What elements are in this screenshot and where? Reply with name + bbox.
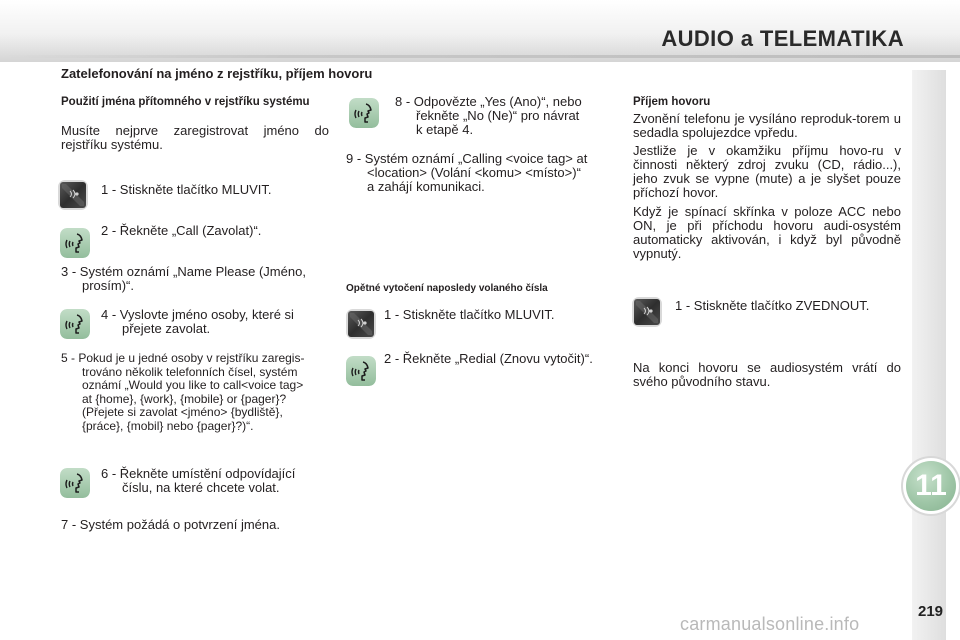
voice-command-icon	[349, 98, 379, 128]
voice-command-icon	[346, 356, 376, 386]
right-paragraph-2: Jestliže je v okamžiku příjmu hovo-ru v činnosti některý zdroj zvuku (CD, rádio...), jeho zvuk se vypne (mute) a je slyšet pouze příchozí hovor.	[633, 143, 901, 200]
step-text-cont: přejete zavolat.	[122, 321, 211, 336]
step-text: Stiskněte tlačítko MLUVIT.	[119, 182, 272, 197]
step-text: Stiskněte tlačítko ZVEDNOUT.	[693, 298, 870, 313]
step-text: Stiskněte tlačítko MLUVIT.	[402, 307, 555, 322]
right-paragraph-1: Zvonění telefonu je vysíláno reproduk-torem u sedadla spolujezdce vpředu.	[633, 111, 901, 140]
step-number: 7 -	[61, 517, 77, 532]
redial-subhead: Opětné vytočení naposledy volaného čísla	[346, 283, 548, 294]
step-text-cont: k etapě 4.	[416, 122, 474, 137]
step-number: 2 -	[384, 351, 400, 366]
step-number: 1 -	[384, 307, 400, 322]
pickup-button-icon	[632, 297, 662, 327]
step-text-cont: číslu, na které chcete volat.	[122, 480, 280, 495]
voice-command-icon	[60, 309, 90, 339]
right-closing: Na konci hovoru se audiosystém vrátí do svého původního stavu.	[633, 360, 901, 389]
step-text-cont: trováno několik telefonních čísel, systém	[82, 364, 298, 379]
step-text-cont: {práce}, {mobil} nebo {pager}?)“.	[82, 418, 254, 433]
step-number: 1 -	[101, 182, 117, 197]
step-text: Řekněte „Redial (Znovu vytočit)“.	[402, 351, 593, 366]
step-number: 1 -	[675, 298, 691, 313]
step-number: 9 -	[346, 151, 362, 166]
step-text-cont: (Přejete si zavolat <jméno> {bydliště},	[82, 405, 283, 419]
step-number: 8 -	[395, 94, 411, 109]
page-number: 219	[918, 603, 944, 620]
step-text-cont: at {home}, {work}, {mobile} or {pager}?	[82, 391, 287, 406]
left-subhead: Použití jména přítomného v rejstříku systému	[61, 96, 310, 108]
talk-button-icon	[58, 180, 88, 210]
left-step-5	[61, 352, 331, 433]
left-step-1	[101, 183, 331, 197]
redial-step-1	[384, 308, 618, 322]
step-text: Řekněte „Call (Zavolat)“.	[119, 223, 262, 238]
left-step-2	[101, 224, 331, 238]
step-number: 6 -	[101, 466, 117, 481]
step-number: 4 -	[101, 307, 117, 322]
step-text-cont: prosím)“.	[82, 278, 134, 293]
chapter-number-badge: 11	[906, 461, 956, 511]
chapter-side-strip	[912, 70, 946, 640]
left-step-3	[61, 265, 331, 293]
redial-step-2	[384, 352, 620, 366]
voice-command-icon	[60, 228, 90, 258]
step-text-cont: a zahájí komunikaci.	[367, 179, 485, 194]
right-paragraph-3: Když je spínací skřínka v poloze ACC nebo ON, je při příchodu hovoru audi-osystém automaticky aktivován, i když byl původně vypnutý.	[633, 204, 901, 261]
left-step-7	[61, 518, 331, 532]
step-text: Systém oznámí „Name Please (Jméno,	[79, 264, 306, 279]
step-text-cont: oznámí „Would you like to call<voice tag>	[82, 378, 304, 392]
step-text: Vyslovte jméno osoby, které si	[119, 307, 294, 322]
left-step-4	[101, 308, 331, 336]
voice-command-icon	[60, 468, 90, 498]
header-divider	[0, 55, 960, 58]
step-number: 2 -	[101, 223, 117, 238]
step-number: 5 -	[61, 351, 76, 365]
watermark-text: carmanualsonline.info	[680, 614, 860, 634]
talk-button-icon	[346, 309, 376, 339]
step-text: Systém požádá o potvrzení jména.	[79, 517, 280, 532]
step-text-cont: řekněte „No (Ne)“ pro návrat	[416, 108, 580, 123]
step-text: Odpovězte „Yes (Ano)“, nebo	[413, 94, 582, 109]
page-header-title: AUDIO a TELEMATIKA	[661, 26, 904, 51]
step-text: Řekněte umístění odpovídající	[119, 466, 296, 481]
left-intro: Musíte nejprve zaregistrovat jméno do rejstříku systému.	[61, 123, 329, 152]
step-text: Pokud je u jedné osoby v rejstříku zaregis-	[78, 351, 305, 365]
right-step-1	[675, 299, 905, 313]
middle-step-8	[395, 95, 617, 137]
middle-step-9	[346, 152, 618, 194]
step-text-cont: <location> (Volání <komu> <místo>)“	[367, 165, 581, 180]
step-text: Systém oznámí „Calling <voice tag> at	[364, 151, 588, 166]
left-step-6	[101, 467, 331, 495]
step-number: 3 -	[61, 264, 77, 279]
right-subhead: Příjem hovoru	[633, 96, 711, 108]
section-title: Zatelefonování na jméno z rejstříku, příjem hovoru	[61, 66, 373, 81]
